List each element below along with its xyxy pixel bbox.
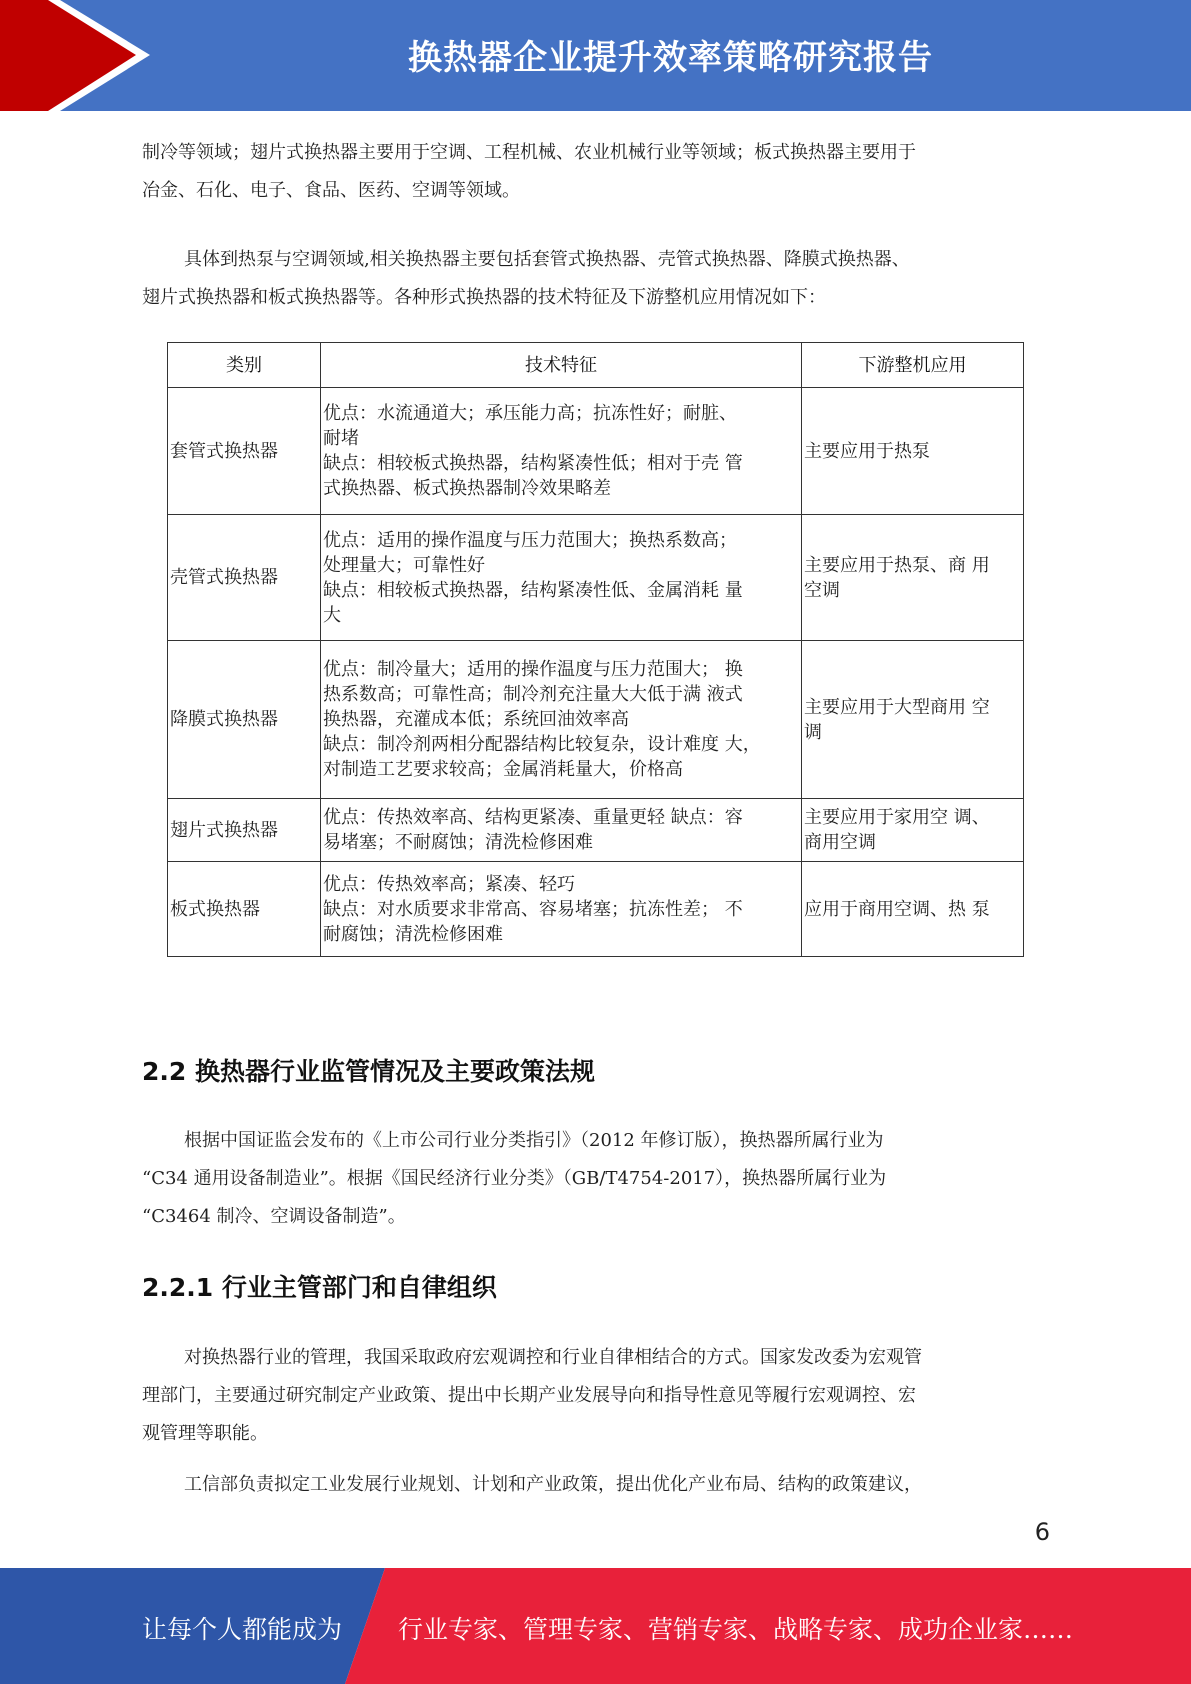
section-2-2-1-paragraph-2: 工信部负责拟定工业发展行业规划、计划和产业政策，提出优化产业布局、结构的政策建议，	[184, 1474, 922, 1495]
cell-category: 套管式换热器	[168, 388, 321, 515]
header-arrow-decoration	[0, 0, 160, 111]
table-header-row	[168, 343, 1024, 388]
cell-application: 应用于商用空调、热 泵	[802, 862, 1024, 957]
section-heading-2-2: 2.2 换热器行业监管情况及主要政策法规	[142, 1057, 595, 1086]
report-title: 换热器企业提升效率策略研究报告	[408, 38, 933, 78]
cell-category: 壳管式换热器	[168, 515, 321, 641]
cell-features: 优点：适用的操作温度与压力范围大；换热系数高； 处理量大；可靠性好 缺点：相较板式换热器，结构紧凑性低、金属消耗 量 大	[321, 515, 802, 641]
section-heading-2-2-1: 2.2.1 行业主管部门和自律组织	[142, 1273, 497, 1302]
table-row	[168, 515, 1024, 641]
section-2-2-1-paragraph-1: 对换热器行业的管理，我国采取政府宏观调控和行业自律相结合的方式。国家发改委为宏观管 理部门，主要通过研究制定产业政策、提出中长期产业发展导向和指导性意见等履行宏观调控、宏 观管理等职能。	[142, 1347, 922, 1444]
cell-features: 优点：制冷量大；适用的操作温度与压力范围大； 换 热系数高；可靠性高；制冷剂充注量大大低于满 液式 换热器，充灌成本低；系统回油效率高 缺点：制冷剂两相分配器结构比较复杂，设计难度 大， 对制造工艺要求较高；金属消耗量大，价格高	[321, 641, 802, 799]
cell-application: 主要应用于热泵	[802, 388, 1024, 515]
header-features: 技术特征	[321, 343, 802, 388]
page-footer	[0, 1568, 1191, 1684]
header-category: 类别	[168, 343, 321, 388]
cell-features: 优点：传热效率高；紧凑、轻巧 缺点：对水质要求非常高、容易堵塞；抗冻性差； 不 耐腐蚀；清洗检修困难	[321, 862, 802, 957]
page-number: 6	[1034, 1518, 1050, 1546]
page-header	[0, 0, 1191, 111]
overview-paragraph: 具体到热泵与空调领域,相关换热器主要包括套管式换热器、壳管式换热器、降膜式换热器、 翅片式换热器和板式换热器等。各种形式换热器的技术特征及下游整机应用情况如下：	[142, 249, 910, 308]
heat-exchanger-table	[167, 342, 1024, 957]
footer-slogan-left: 让每个人都能成为	[142, 1615, 343, 1644]
footer-slogan-right: 行业专家、管理专家、营销专家、战略专家、成功企业家……	[398, 1615, 1074, 1644]
cell-category: 翅片式换热器	[168, 799, 321, 862]
cell-category: 降膜式换热器	[168, 641, 321, 799]
intro-paragraph: 制冷等领域；翅片式换热器主要用于空调、工程机械、农业机械行业等领域；板式换热器主要用于 冶金、石化、电子、食品、医药、空调等领域。	[142, 142, 916, 201]
table-row	[168, 799, 1024, 862]
cell-features: 优点：传热效率高、结构更紧凑、重量更轻 缺点：容 易堵塞；不耐腐蚀；清洗检修困难	[321, 799, 802, 862]
section-2-2-paragraph: 根据中国证监会发布的《上市公司行业分类指引》（2012 年修订版），换热器所属行业为 “C34 通用设备制造业”。根据《国民经济行业分类》（GB/T4754-2017），换热器所属行业为 “C3464 制冷、空调设备制造”。	[142, 1130, 887, 1227]
table-row	[168, 641, 1024, 799]
header-application: 下游整机应用	[802, 343, 1024, 388]
cell-application: 主要应用于大型商用 空 调	[802, 641, 1024, 799]
cell-category: 板式换热器	[168, 862, 321, 957]
table-row	[168, 862, 1024, 957]
cell-application: 主要应用于热泵、商 用 空调	[802, 515, 1024, 641]
table-row	[168, 388, 1024, 515]
cell-application: 主要应用于家用空 调、 商用空调	[802, 799, 1024, 862]
cell-features: 优点：水流通道大；承压能力高；抗冻性好；耐脏、 耐堵 缺点：相较板式换热器，结构紧凑性低；相对于壳 管 式换热器、板式换热器制冷效果略差	[321, 388, 802, 515]
